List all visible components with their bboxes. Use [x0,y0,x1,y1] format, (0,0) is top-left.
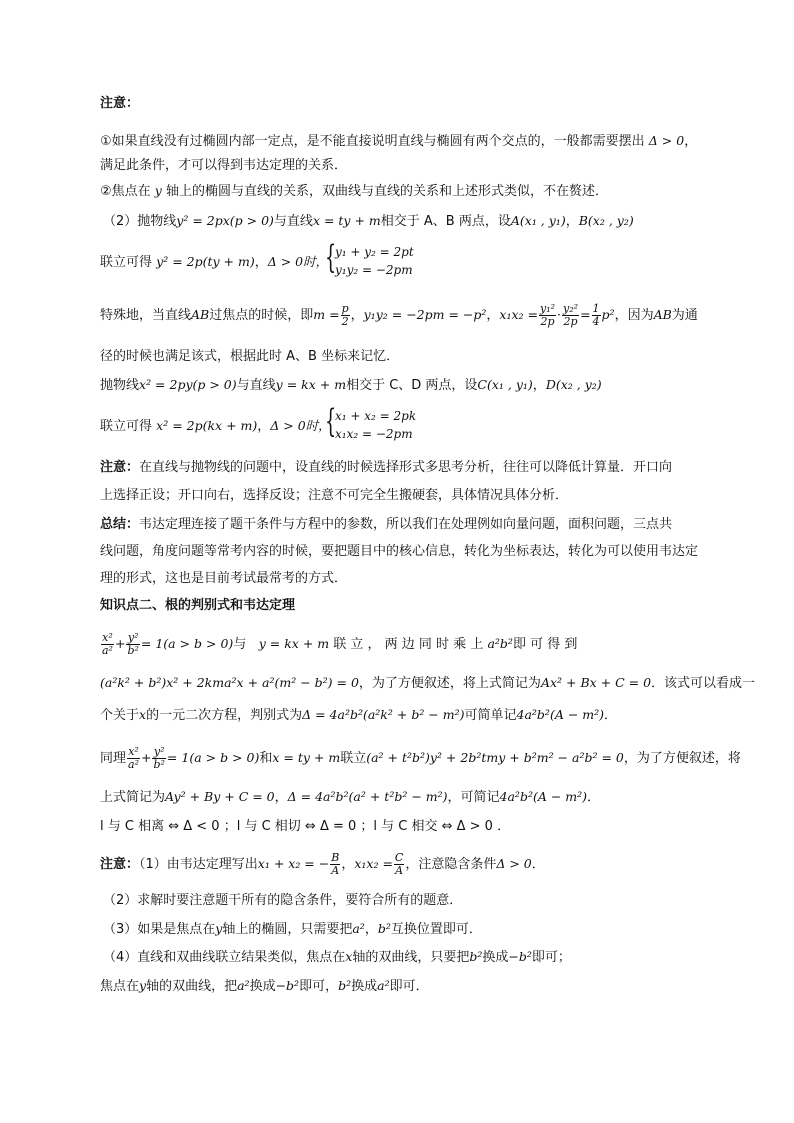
expanded-equation: (a²k² + b²)x² + 2kma²x + a²(m² − b²) = 0，为了方便叙述，将上式简记为Ax² + Bx + C = 0．该式可以看成一 [100,675,756,691]
fraction: $\frac{p}{2}$ [341,302,349,328]
summary-cont-2: 理的形式，这也是目前考试最常考的方式． [100,571,348,586]
section-heading: 知识点二、根的判别式和韦达定理 [100,598,296,613]
combine-line-2: 联立可得 x² = 2p(kx + m)，Δ > 0时， [100,418,331,434]
position-relations: l 与 C 相离 ⇔ Δ < 0 ；l 与 C 相切 ⇔ Δ = 0 ；l 与 C 相交 ⇔ Δ > 0 ． [100,819,511,834]
parabola-case-2: （2）抛物线y² = 2px(p > 0)与直线x = ty + m相交于 A、B 两点，设A(x₁ , y₁)，B(x₂ , y₂) [103,213,634,229]
note-item-4b: （4）直线和双曲线联立结果类似，焦点在x轴的双曲线，只要把b²换成−b²即可； [103,949,571,965]
summary-cont-1: 线问题，角度问题等常考内容的时候，要把题目中的核心信息，转化为坐标表达，转化为可以使用韦达定 [100,544,699,559]
left-brace: { [325,402,337,440]
note-3: 注意：在直线与抛物线的问题中，设直线的时候选择形式多思考分析，往往可以降低计算量．开口向 [100,460,673,475]
discriminant-line: 个关于x的一元二次方程，判别式为Δ = 4a²b²(a²k² + b² − m²)可简单记4a²b²(A − m²)． [100,707,618,723]
summary: 总结：韦达定理连接了题干条件与方程中的参数，所以我们在处理例如向量问题，面积问题，三点共 [100,517,673,532]
note-item-1: ①如果直线没有过椭圆内部一定点，是不能直接说明直线与椭圆有两个交点的，一般都需要摆出 Δ > 0， [100,133,698,149]
similarly-cont: 上式简记为Ay² + By + C = 0，Δ = 4a²b²(a² + t²b² − m²)，可简记4a²b²(A − m²)． [100,789,601,805]
left-brace: { [325,238,337,276]
note-title: 注意： [100,96,140,111]
ellipse-line-eq: $\frac{\text{x²}}{\text{a²}}$ + $\frac{\text{y²}}{\text{b²}}$ = 1(a > b > 0)与 y = kx + m 联 立 ， 两 边 同 时 乘 上 a²b²即 可 得 到 [102,631,578,657]
fraction: $\frac{\text{y₂²}}{2p}$ [563,302,579,328]
note-item-2: ②焦点在 y 轴上的椭圆与直线的关系，双曲线与直线的关系和上述形式类似，不在赘述． [100,183,609,199]
combine-line-1: 联立可得 y² = 2p(ty + m)，Δ > 0时， [100,254,329,270]
fraction: $\frac{\text{x²}}{\text{a²}}$ [128,745,139,771]
fraction: $\frac{\text{y₁²}}{2p}$ [539,302,556,328]
system-1-eq1: y₁ + y₂ = 2pt [335,245,414,259]
note-item-4b-cont: 焦点在y轴的双曲线，把a²换成−b²即可，b²换成a²即可． [100,978,429,994]
note-item-2b: （2）求解时要注意题干所有的隐含条件，要符合所有的题意． [103,893,463,908]
similarly-line: 同理 $\frac{\text{x²}}{\text{a²}}$ + $\frac{\text{y²}}{\text{b²}}$ = 1(a > b > 0)和x = ty + m联立(a² + t²b²)y² + 2b²tmy + b²m² − a²b² = 0，为了方便叙述，将 [100,745,741,771]
note-3-cont: 上选择正设；开口向右，选择反设；注意不可完全生搬硬套，具体情况具体分析． [100,488,569,503]
system-1-eq2: y₁y₂ = −2pm [335,263,413,277]
fraction: $\frac{\text{y²}}{\text{b²}}$ [153,745,165,771]
note-item-3b: （3）如果是焦点在y轴上的椭圆，只需要把a²，b²互换位置即可． [103,921,482,937]
special-case-cont: 径的时候也满足该式，根据此时 A、B 坐标来记忆． [100,349,400,364]
parabola-x2: 抛物线x² = 2py(p > 0)与直线y = kx + m相交于 C、D 两点，设C(x₁ , y₁)，D(x₂ , y₂) [100,377,602,393]
fraction: $\frac{\text{x²}}{\text{a²}}$ [102,631,113,657]
fraction: $\frac{B}{A}$ [331,851,340,877]
fraction: $\frac{\text{y²}}{\text{b²}}$ [127,631,139,657]
special-case: 特殊地，当直线AB过焦点的时候，即m = $\frac{p}{2}$ ，y₁y₂ = −2pm = −p²，x₁x₂ = $\frac{\text{y₁²}}{2p}$ · $\frac{\text{y₂²}}{2p}$ = $\frac{1}{4}$ p²，因为AB为通 [100,302,698,328]
fraction: $\frac{C}{A}$ [394,851,404,877]
fraction: $\frac{1}{4}$ [592,302,600,328]
note-item-1-cont: 满足此条件，才可以得到韦达定理的关系． [100,158,348,173]
system-2-eq1: x₁ + x₂ = 2pk [335,409,417,423]
note-4: 注意：（1）由韦达定理写出x₁ + x₂ = − $\frac{B}{A}$ ，x₁x₂ = $\frac{C}{A}$ ，注意隐含条件Δ > 0． [100,851,545,877]
system-2-eq2: x₁x₂ = −2pm [335,427,413,441]
